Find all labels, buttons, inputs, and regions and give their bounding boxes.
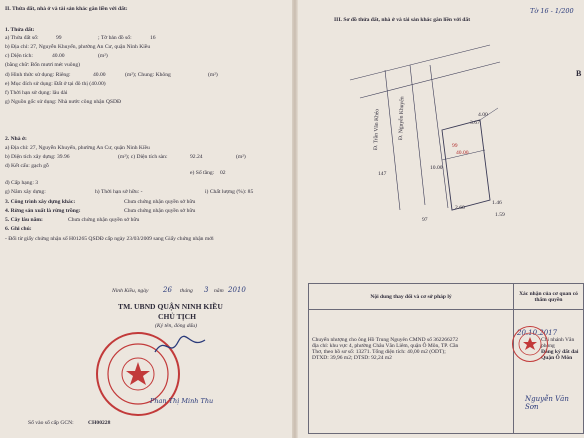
- land-term: f) Thời hạn sử dụng: lâu dài: [5, 90, 68, 96]
- trees-value: Chưa chứng nhận quyền sở hữu: [68, 217, 140, 223]
- dim-d: 1.59: [495, 212, 505, 218]
- other-works-value: Chưa chứng nhận quyền sở hữu: [124, 199, 196, 205]
- change-line: Chuyển nhượng cho ông Hồ Trung Nguyên CMND số 362266272: [312, 337, 458, 343]
- map-no-label: ; Tờ bản đồ số:: [98, 35, 132, 41]
- use-form: d) Hình thức sử dụng: Riêng:: [5, 72, 71, 78]
- owner-term: h) Thời hạn sở hữu: -: [95, 189, 143, 195]
- dim-side: 10.00: [430, 165, 443, 171]
- trees-label: 5. Cây lâu năm:: [5, 217, 43, 223]
- branch-seal: [512, 326, 548, 362]
- parcel-area: 40.00: [456, 150, 469, 156]
- build-area: b) Diện tích xây dựng: 39.96: [5, 154, 70, 160]
- area-label: c) Diện tích:: [5, 53, 33, 59]
- grade: đ) Cấp hạng: 3: [5, 180, 39, 186]
- cert-no: CH00228: [88, 420, 111, 426]
- year-built: g) Năm xây dựng:: [5, 189, 46, 195]
- place-date-prefix: Ninh Kiều, ngày: [112, 288, 149, 294]
- street-label: Đ. Nguyễn Khuyến: [398, 96, 406, 141]
- page-fold: [292, 0, 298, 438]
- dim-c: 1.46: [492, 200, 502, 206]
- sign-year: 2010: [228, 286, 246, 294]
- notes-label: 6. Ghi chú:: [5, 226, 32, 232]
- confirm-signer: Nguyễn Văn Sơn: [525, 395, 569, 411]
- dim-top: 4.00: [478, 112, 488, 118]
- map-no: 16: [150, 35, 156, 41]
- land-purpose: e) Mục đích sử dụng: Đất ở tại đô thị (40.00): [5, 81, 106, 87]
- lane-label: Đ. Trần Văn Khéo: [373, 108, 381, 151]
- year-label: năm: [214, 288, 224, 294]
- change-line: Thơ, theo hồ sơ số: 13271. Tổng diện tích: 40,00 m2 (ODT);: [312, 349, 446, 355]
- change-content: [309, 310, 514, 434]
- parcel-no-label: a) Thửa đất số:: [5, 35, 39, 41]
- branch-seal-star-icon: [513, 327, 547, 361]
- diagram-title: III. Sơ đồ thửa đất, nhà ở và tài sản khác gắn liền với đất: [334, 17, 471, 23]
- corner-mark: Tờ 16 - 1/200: [530, 7, 574, 15]
- floor-unit: (m²): [236, 154, 246, 160]
- use-private: 40.00: [93, 72, 106, 78]
- area-words: (bằng chữ: Bốn mươi mét vuông): [5, 62, 81, 68]
- forest-value: Chưa chứng nhận quyền sở hữu: [124, 208, 196, 214]
- address-house: a) Địa chỉ: 27, Nguyễn Khuyến, phường An Cư, quận Ninh Kiều: [5, 145, 150, 151]
- floors-value: 02: [220, 170, 226, 176]
- chairman-signature-icon: [150, 330, 210, 360]
- change-line: địa chỉ: khu vực 4, phường Châu Văn Liêm, quận Ô Môn, TP. Cần: [312, 343, 459, 349]
- use-common-unit: (m²): [208, 72, 218, 78]
- section2-title: II. Thửa đất, nhà ở và tài sản khác gắn liền với đất:: [5, 6, 128, 12]
- build-unit: (m²); c) Diện tích sàn:: [118, 154, 168, 160]
- left-parcel: 147: [378, 171, 387, 177]
- land-origin: g) Nguồn gốc sử dụng: Nhà nước công nhận QSDĐ: [5, 99, 122, 105]
- quality: i) Chất lượng (%): 85: [205, 189, 254, 195]
- signer-name: Phan Thị Minh Thu: [150, 397, 214, 405]
- cert-no-label: Số vào sổ cấp GCN:: [28, 420, 74, 426]
- col-confirm-header: Xác nhận của cơ quan có thẩm quyền: [514, 284, 584, 310]
- corner-b: B: [576, 69, 582, 78]
- parcel-heading: 1. Thửa đất:: [5, 27, 35, 33]
- forest-label: 4. Rừng sản xuất là rừng trồng:: [5, 208, 81, 214]
- confirm-line: Chi nhánh Văn phòng: [541, 337, 575, 349]
- authority-note: (Ký tên, đóng dấu): [155, 323, 197, 329]
- authority-role: CHỦ TỊCH: [158, 312, 197, 321]
- month-label: tháng: [180, 288, 193, 294]
- dim-small: 3.67: [470, 120, 480, 126]
- dim-b: 2.60: [455, 205, 465, 211]
- area-unit: (m²): [98, 53, 108, 59]
- confirm-date: 20.10.2017: [517, 329, 558, 337]
- floor-area: 92.24: [190, 154, 203, 160]
- use-common: (m²); Chung: Không: [125, 72, 171, 78]
- parcel-label: 99: [452, 143, 458, 149]
- house-heading: 2. Nhà ở:: [5, 136, 27, 142]
- other-works-label: 3. Công trình xây dựng khác:: [5, 199, 76, 205]
- structure: d) Kết cấu: gạch gỗ: [5, 163, 49, 169]
- change-line: DTXD: 39,96 m2; DTSD: 92,24 m2: [312, 355, 392, 361]
- notes-value: - Đổi từ giấy chứng nhận số H01265 QSDĐ cấp ngày 23/03/2009 sang Giấy chứng nhận mới: [5, 236, 214, 242]
- authority-title: TM. UBND QUẬN NINH KIỀU: [118, 302, 223, 311]
- sign-month: 3: [204, 286, 209, 294]
- confirm-line: Quận Ô Môn: [541, 355, 573, 361]
- address-land: b) Địa chỉ: 27, Nguyễn Khuyến, phường An Cư, quận Ninh Kiều: [5, 44, 151, 50]
- bottom-parcel: 97: [422, 217, 428, 223]
- floors-label: e) Số tầng:: [190, 170, 215, 176]
- col-change-header: Nội dung thay đổi và cơ sở pháp lý: [309, 284, 514, 310]
- parcel-no: 99: [56, 35, 62, 41]
- sign-day: 26: [163, 286, 172, 294]
- area-value: 40.00: [52, 53, 65, 59]
- confirm-line: Đăng ký đất đai: [541, 349, 579, 355]
